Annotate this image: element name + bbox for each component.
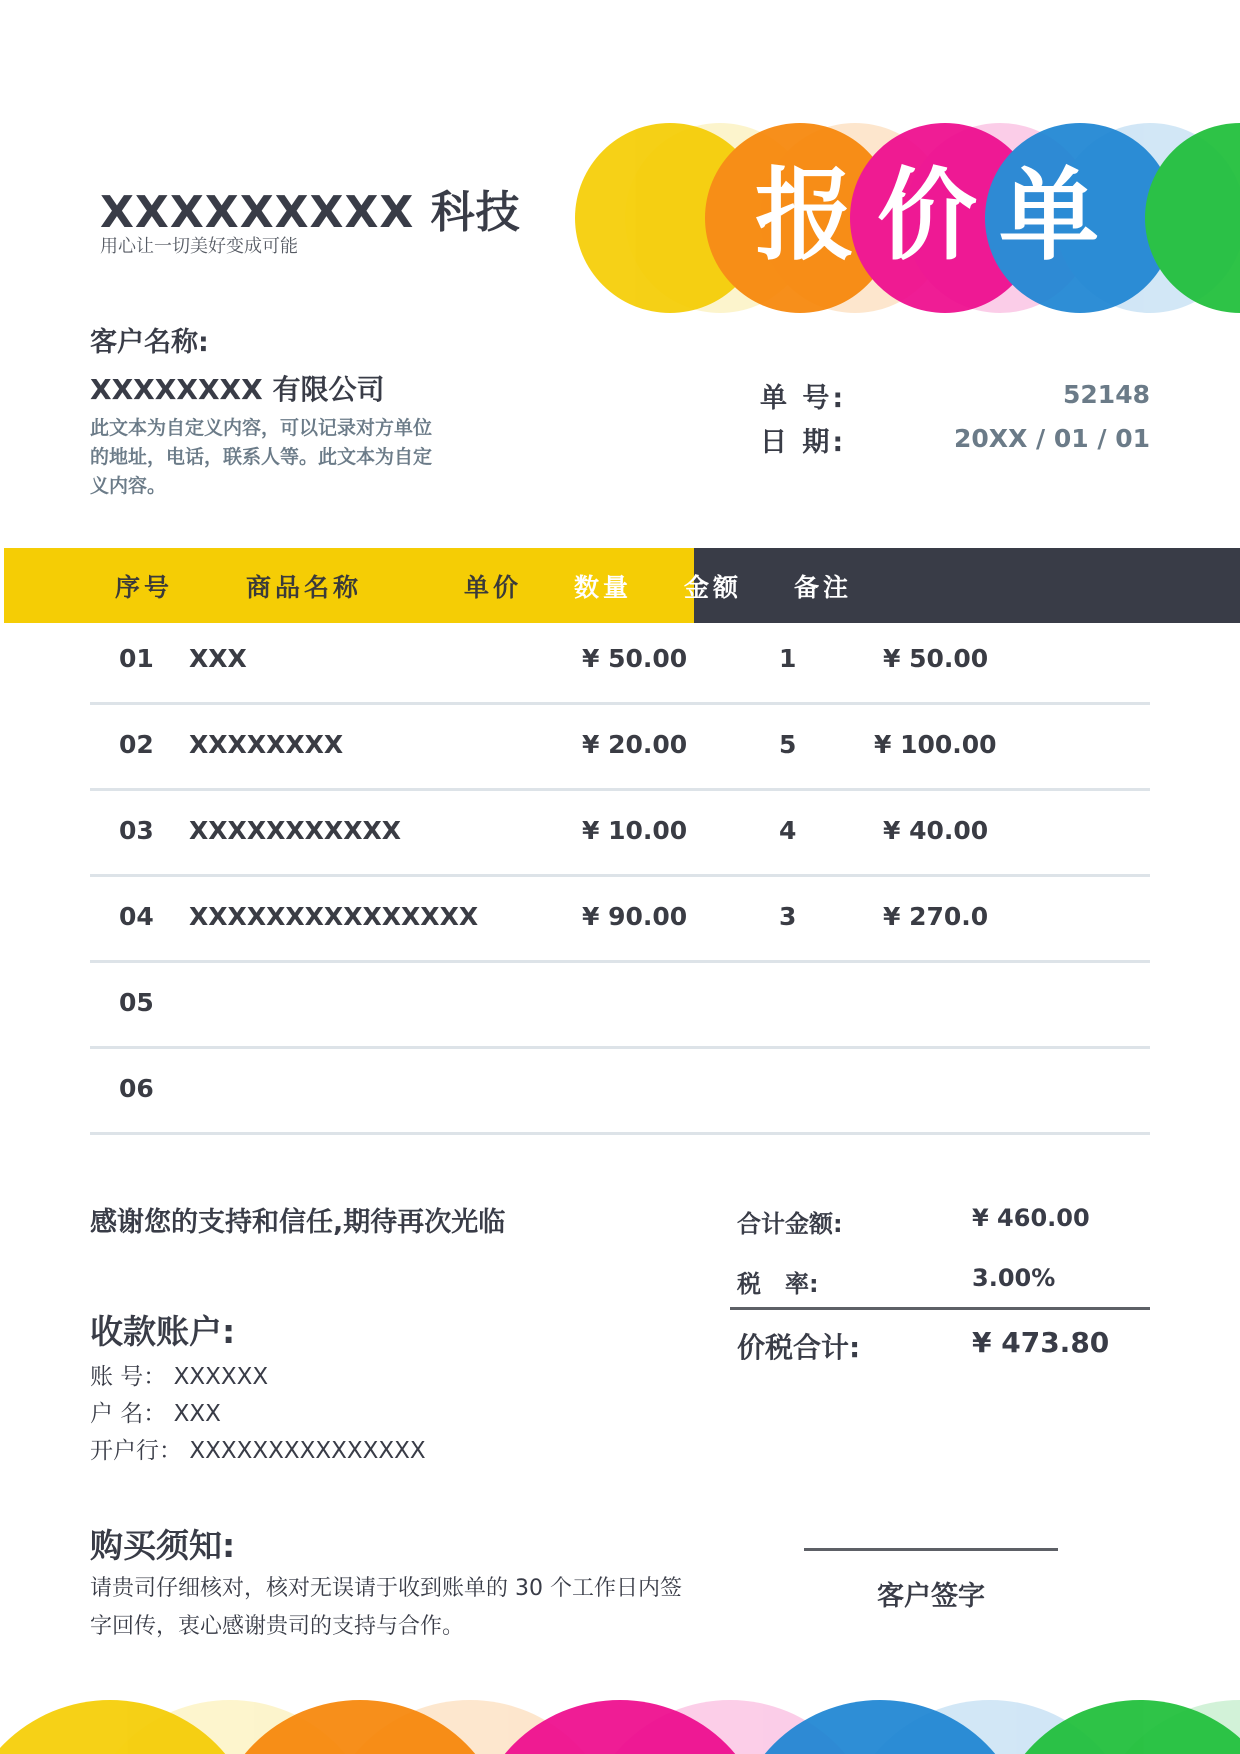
row-product-name: XXXXXXXXXXXXXXX [189, 902, 479, 931]
decorative-circles-footer [0, 1700, 1240, 1754]
row-index: 03 [119, 816, 154, 845]
row-quantity: 1 [779, 644, 797, 673]
table-row [90, 960, 1150, 1049]
subtotal-value: ¥ 460.00 [972, 1204, 1090, 1232]
payment-account-title: 收款账户: [90, 1312, 236, 1351]
row-product-name: XXXXXXXX [189, 730, 344, 759]
purchase-notice-text: 请贵司仔细核对，核对无误请于收到账单的 30 个工作日内签字回传，衷心感谢贵司的支持与合作。 [90, 1576, 682, 1639]
row-index: 06 [119, 1074, 154, 1103]
account-number-label: 账 号： [90, 1364, 167, 1390]
tax-rate-label: 税 率: [737, 1270, 819, 1298]
column-header-amount: 金额 [684, 573, 743, 602]
column-header-quantity: 数量 [574, 573, 633, 602]
account-name-label: 户 名： [90, 1401, 167, 1427]
row-product-name: XXXXXXXXXXX [189, 816, 402, 845]
account-name-value: XXX [173, 1401, 221, 1427]
row-quantity: 3 [779, 902, 797, 931]
thank-you-message: 感谢您的支持和信任,期待再次光临 [90, 1207, 506, 1238]
column-header-price: 单价 [464, 573, 523, 602]
table-row [90, 788, 1150, 877]
account-name-line [90, 1395, 221, 1428]
account-number-value: XXXXXX [173, 1364, 269, 1390]
row-unit-price: ¥ 10.00 [582, 816, 688, 845]
column-header-product: 商品名称 [246, 573, 363, 602]
company-slogan: 用心让一切美好变成可能 [100, 236, 298, 257]
subtotal-label: 合计金额: [737, 1210, 843, 1238]
purchase-notice-title: 购买须知: [90, 1526, 236, 1565]
customer-label: 客户名称: [90, 327, 209, 358]
row-index: 05 [119, 988, 154, 1017]
table-row [90, 702, 1150, 791]
row-quantity: 4 [779, 816, 797, 845]
customer-description: 此文本为自定义内容，可以记录对方单位的地址，电话，联系人等。此文本为自定义内容。 [90, 417, 433, 497]
table-row [90, 616, 1150, 705]
grand-total-label: 价税合计: [737, 1331, 861, 1364]
account-number-line [90, 1358, 268, 1391]
bank-value: XXXXXXXXXXXXXXX [189, 1438, 426, 1464]
row-quantity: 5 [779, 730, 797, 759]
row-index: 02 [119, 730, 154, 759]
row-amount: ¥ 40.00 [883, 816, 989, 845]
order-number-value: 52148 [1063, 380, 1150, 409]
row-product-name: XXX [189, 644, 247, 673]
summary-divider [730, 1307, 1150, 1310]
customer-name: XXXXXXXX 有限公司 [90, 373, 385, 406]
order-number-label: 单 号: [760, 383, 847, 414]
signature-line [804, 1548, 1058, 1551]
row-amount: ¥ 100.00 [874, 730, 997, 759]
company-name: XXXXXXXXX 科技 [100, 187, 521, 238]
document-title: 报价单 [755, 157, 1121, 274]
grand-total-value: ¥ 473.80 [972, 1326, 1110, 1359]
column-header-index: 序号 [115, 573, 174, 602]
row-amount: ¥ 270.0 [883, 902, 989, 931]
row-unit-price: ¥ 50.00 [582, 644, 688, 673]
bank-line [90, 1432, 426, 1465]
row-unit-price: ¥ 90.00 [582, 902, 688, 931]
column-header-remarks: 备注 [794, 573, 853, 602]
date-value: 20XX / 01 / 01 [954, 424, 1150, 453]
row-index: 01 [119, 644, 154, 673]
customer-signature-label: 客户签字 [877, 1581, 985, 1612]
table-row [90, 1046, 1150, 1135]
row-unit-price: ¥ 20.00 [582, 730, 688, 759]
table-header-bar-dark [694, 548, 1240, 623]
date-label: 日 期: [760, 427, 847, 458]
tax-rate-value: 3.00% [972, 1264, 1056, 1292]
bank-label: 开户行： [90, 1438, 182, 1464]
row-amount: ¥ 50.00 [883, 644, 989, 673]
row-index: 04 [119, 902, 154, 931]
table-row [90, 874, 1150, 963]
